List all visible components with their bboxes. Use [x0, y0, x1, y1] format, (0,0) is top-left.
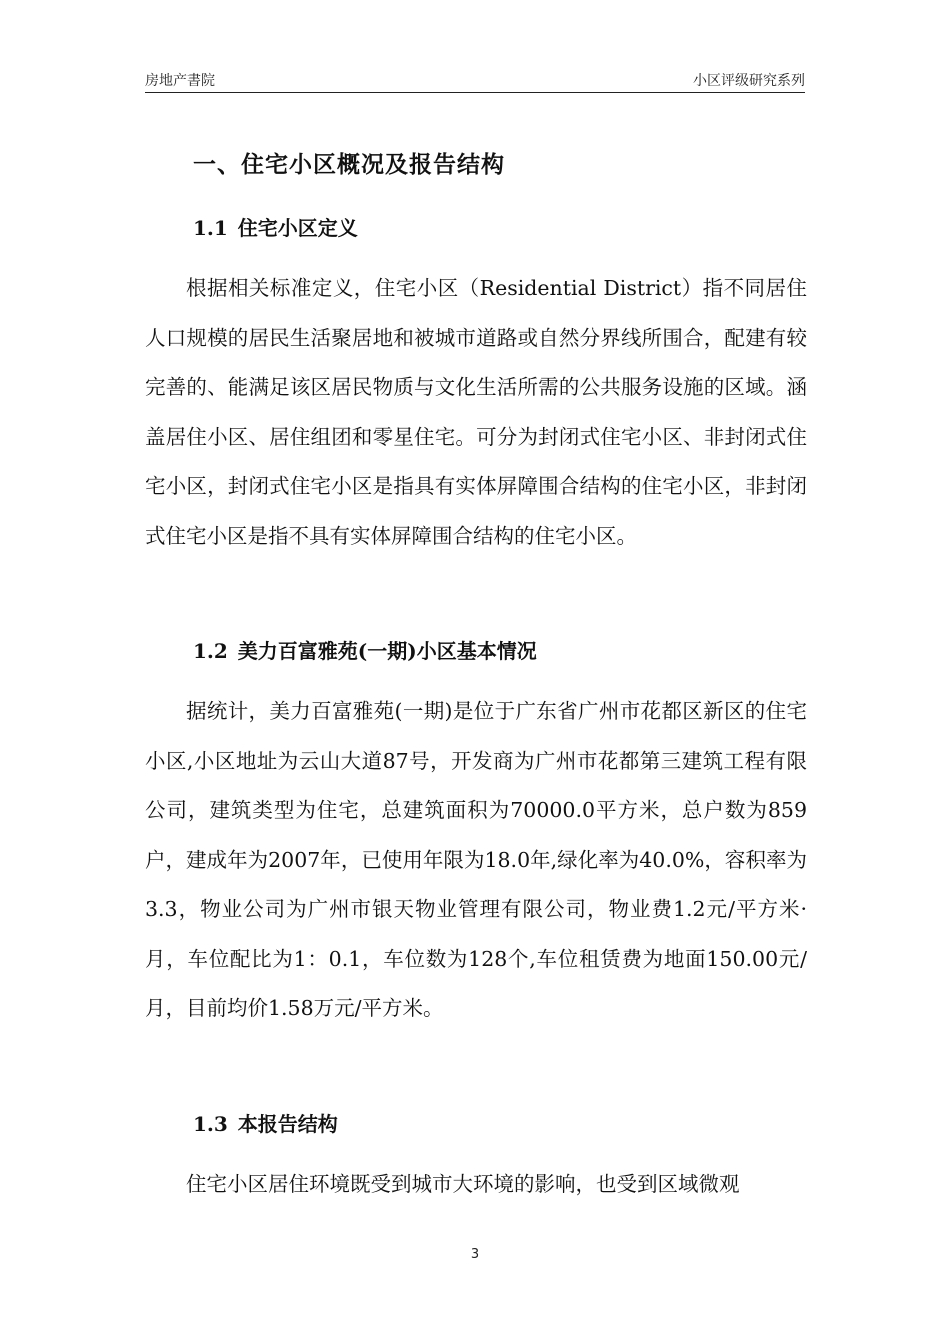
section-paragraph-1-3: 住宅小区居住环境既受到城市大环境的影响，也受到区域微观 [186, 1172, 740, 1196]
header-series: 小区评级研究系列 [693, 73, 805, 89]
section-heading-1-3 [193, 1108, 338, 1137]
section-title: 美力百富雅苑(一期)小区基本情况 [237, 639, 537, 663]
section-paragraph-1-2: 据统计，美力百富雅苑(一期)是位于广东省广州市花都区新区的住宅小区,小区地址为云山大道87号，开发商为广州市花都第三建筑工程有限公司，建筑类型为住宅，总建筑面积为70000.0平方米，总户数为859户，建成年为2007年，已使用年限为18.0年,绿化率为40.0%，容积率为3.3，物业公司为广州市银天物业管理有限公司，物业费1.2元/平方米·月，车位配比为1：0.1，车位数为128个,车位租赁费为地面150.00元/月，目前均价1.58万元/平方米。 [145, 699, 807, 1020]
section-paragraph-1-1: 根据相关标准定义，住宅小区（Residential District）指不同居住人口规模的居民生活聚居地和被城市道路或自然分界线所围合，配建有较完善的、能满足该区居民物质与文化生活所需的公共服务设施的区域。涵盖居住小区、居住组团和零星住宅。可分为封闭式住宅小区、非封闭式住宅小区，封闭式住宅小区是指具有实体屏障围合结构的住宅小区，非封闭式住宅小区是指不具有实体屏障围合结构的住宅小区。 [145, 276, 807, 548]
section-number: 1.1 [193, 216, 228, 240]
section-title: 住宅小区定义 [237, 216, 358, 240]
header-publisher: 房地产書院 [145, 73, 215, 89]
section-heading-1-1 [193, 212, 358, 241]
section-number: 1.2 [193, 639, 228, 663]
section-number: 1.3 [193, 1112, 228, 1136]
section-heading-1-2 [193, 635, 537, 664]
page-header [145, 66, 805, 93]
page-number: 3 [470, 1247, 480, 1262]
chapter-title: 一、住宅小区概况及报告结构 [193, 151, 505, 178]
section-title: 本报告结构 [237, 1112, 338, 1136]
